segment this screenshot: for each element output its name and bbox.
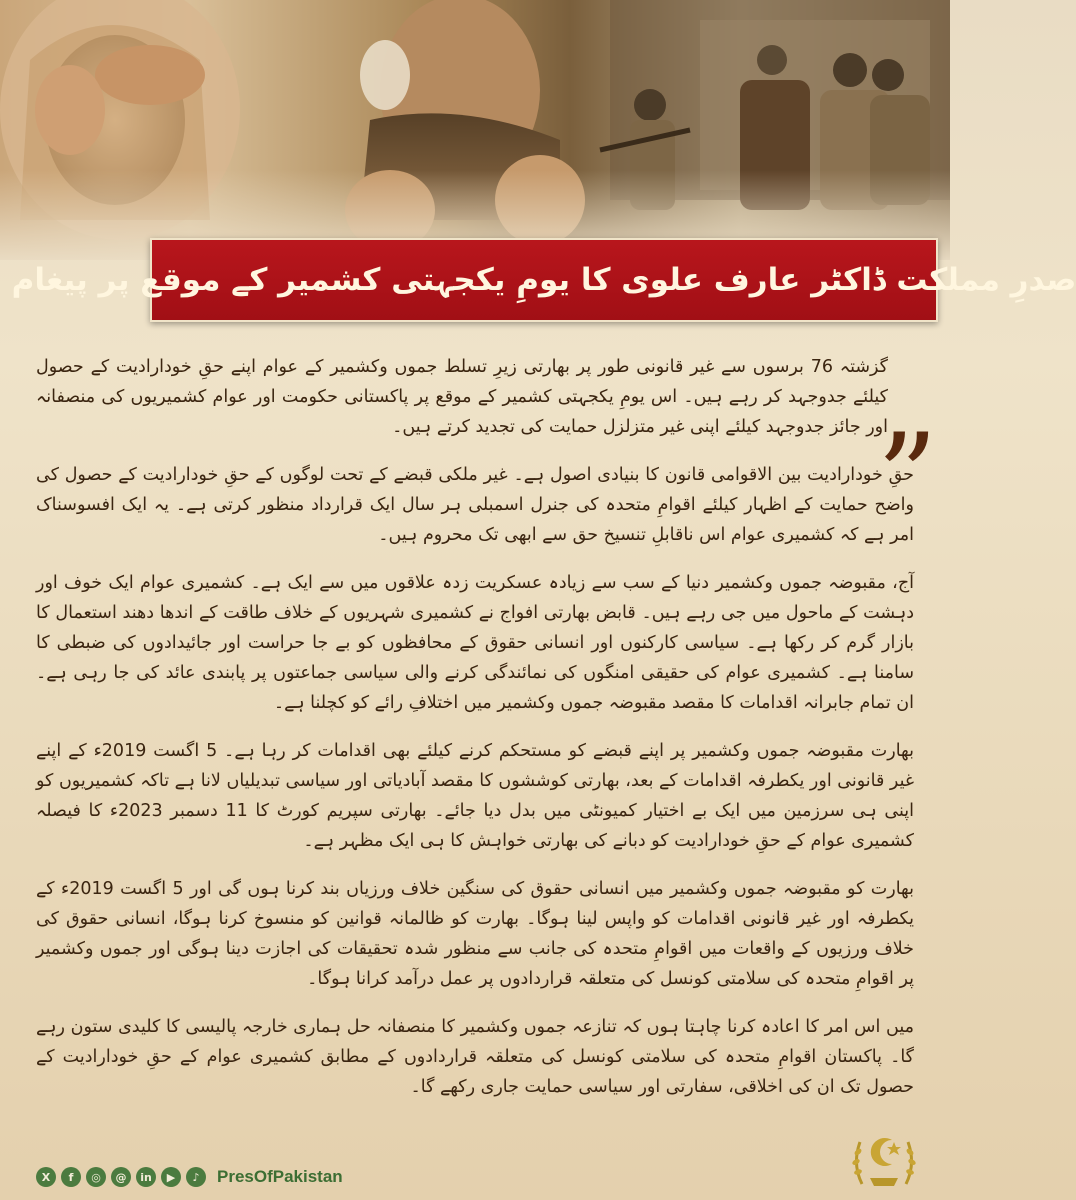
social-handle[interactable]: PresOfPakistan [217, 1167, 343, 1186]
social-footer [36, 1164, 343, 1190]
paragraph: بھارت کو مقبوضہ جموں وکشمیر میں انسانی حقوق کی سنگین خلاف ورزیاں بند کرنا ہوں گی اور 5 اگست 2019ء کے یکطرفہ اور غیر قانونی اقدامات کو واپس لینا ہوگا۔ بھارت کو ظالمانہ قوانین کو منسوخ کرنا ہوگا، انسانی حقوق کی خلاف ورزیوں کے واقعات میں اقوامِ متحدہ کی جانب سے منظور شدہ تحقیقات کی اجازت دینا ہوگی اور جموں وکشمیر پر اقوامِ متحدہ کی سلامتی کونسل کی متعلقہ قراردادوں پر عمل درآمد کرانا ہوگا۔ [36, 879, 914, 989]
youtube-icon[interactable]: ▶ [161, 1167, 181, 1187]
paragraph: آج، مقبوضہ جموں وکشمیر دنیا کے سب سے زیادہ عسکریت زدہ علاقوں میں سے ایک ہے۔ کشمیری عوام ایک خوف اور دہشت کے ماحول میں جی رہے ہیں۔ قابض بھارتی افواج نے کشمیری شہریوں کے خلاف طاقت کے اندھا دھند استعمال کا بازار گرم کر رکھا ہے۔ سیاسی کارکنوں اور انسانی حقوق کے محافظوں کو بے جا حراست اور جائیدادوں کی ضبطی کا سامنا ہے۔ کشمیری عوام کی حقیقی امنگوں کی نمائندگی کرنے والی سیاسی جماعتوں پر پابندی عائد کی جا رہی ہے۔ ان تمام جابرانہ اقدامات کا مقصد مقبوضہ جموں وکشمیر میں اختلافِ رائے کو کچلنا ہے۔ [36, 573, 914, 713]
title-banner [11, 238, 1076, 322]
tiktok-icon[interactable]: ♪ [186, 1167, 206, 1187]
page-title: صدرِ مملکت ڈاکٹر عارف علوی کا یومِ یکجہتی کشمیر کے موقع پر پیغام [11, 262, 1076, 298]
facebook-icon[interactable]: f [61, 1167, 81, 1187]
instagram-icon[interactable]: ◎ [86, 1167, 106, 1187]
message-body [36, 352, 914, 1120]
paragraph: گزشتہ 76 برسوں سے غیر قانونی طور پر بھارتی زیرِ تسلط جموں وکشمیر کے عوام اپنے حقِ خودارادیت کے حصول کیلئے جدوجہد کر رہے ہیں۔ اس یومِ یکجہتی کشمیر کے موقع پر پاکستانی حکومت اور عوام کشمیریوں کی منصفانہ اور جائز جدوجہد کیلئے اپنی غیر متزلزل حمایت کی تجدید کرتے ہیں۔ [36, 357, 888, 437]
linkedin-icon[interactable]: in [136, 1167, 156, 1187]
paragraph: بھارت مقبوضہ جموں وکشمیر پر اپنے قبضے کو مستحکم کرنے کیلئے بھی اقدامات کر رہا ہے۔ 5 اگست 2019ء کے اپنے غیر قانونی اور یکطرفہ اقدامات کے بعد، بھارتی کوششوں کا مقصد آبادیاتی اور سیاسی تبدیلیاں لانا ہے تاکہ کشمیریوں کو اپنی ہی سرزمین میں ایک بے اختیار کمیونٹی میں بدل دیا جائے۔ بھارتی سپریم کورٹ کا 11 دسمبر 2023ء کا فیصلہ کشمیری عوام کے حقِ خودارادیت کو دبانے کی بھارتی خواہش کا ہی ایک مظہر ہے۔ [36, 741, 914, 851]
threads-icon[interactable]: @ [111, 1167, 131, 1187]
header-photo-collage [0, 0, 950, 260]
paragraph: حقِ خودارادیت بین الاقوامی قانون کا بنیادی اصول ہے۔ غیر ملکی قبضے کے تحت لوگوں کے حقِ خودارادیت کے حصول کی واضح حمایت کے اظہار کیلئے اقوامِ متحدہ کی جنرل اسمبلی ہر سال ایک قرارداد منظور کرتی ہے۔ یہ ایک افسوسناک امر ہے کہ کشمیری عوام اس ناقابلِ تنسیخ حق سے ابھی تک محروم ہیں۔ [36, 465, 914, 545]
presidential-emblem-icon [848, 1128, 920, 1192]
quote-mark-icon: “ [878, 343, 940, 482]
paragraph: میں اس امر کا اعادہ کرنا چاہتا ہوں کہ تنازعہ جموں وکشمیر کا منصفانہ حل ہماری خارجہ پالیسی کا کلیدی ستون رہے گا۔ پاکستان اقوامِ متحدہ کی سلامتی کونسل کی متعلقہ قراردادوں کے مطابق کشمیری عوام کے حقِ خودارادیت کے حصول تک ان کی اخلاقی، سفارتی اور سیاسی حمایت جاری رکھے گا۔ [36, 1017, 914, 1097]
x-icon[interactable]: X [36, 1167, 56, 1187]
